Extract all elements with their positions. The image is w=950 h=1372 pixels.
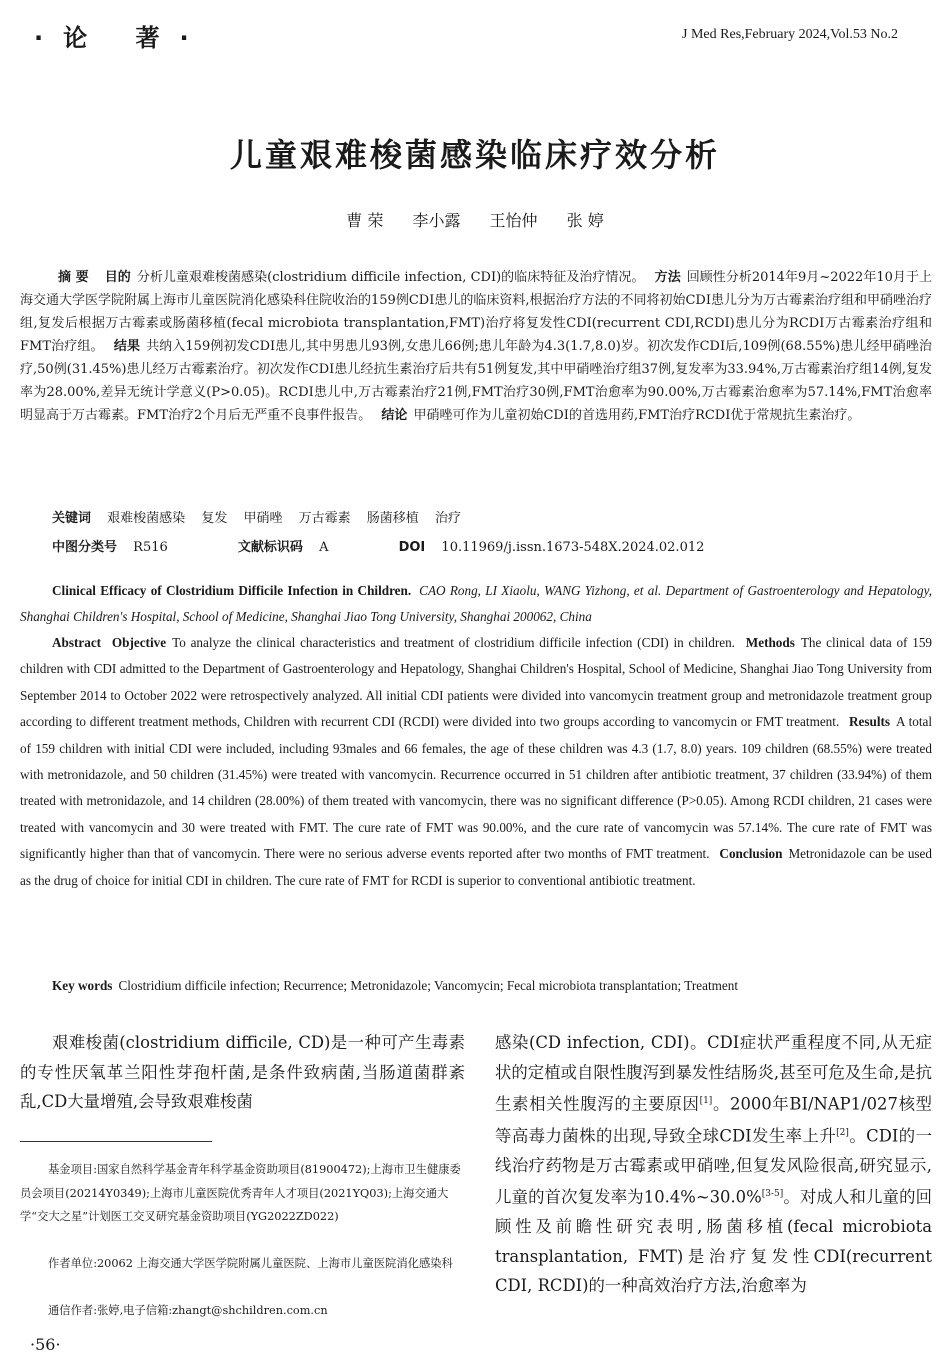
- article-title: 儿童艰难梭菌感染临床疗效分析: [229, 136, 720, 174]
- citation-ref: [3-5]: [761, 1189, 784, 1200]
- results-text: 共纳入159例初发CDI患儿,其中男患儿93例,女患儿66例;患儿年龄为4.3(1.7,8.0)岁。初次发作CDI后,109例(68.55%)患儿经甲硝唑治疗,50例(31.45%)患儿经万古霉素治疗。初次发作CDI患儿经抗生素治疗后共有51例复发,其中甲硝唑治疗组37例,复发率为33.94%,万古霉素治疗组14例,复发率为28.00%,差异无统计学意义(P>0.05)。RCDI患儿中,万古霉素治疗21例,FMT治疗30例,FMT治愈率为90.00%,万古霉素治愈率为57.14%,FMT治愈率明显高于万古霉素。FMT治疗2个月后无严重不良事件报告。: [20, 339, 932, 423]
- abstract-label: 摘 要: [58, 270, 89, 285]
- results-label: 结果: [113, 339, 141, 354]
- doc-code-value: A: [319, 540, 329, 555]
- english-affiliation: CAO Rong, LI Xiaolu, WANG Yizhong, et al. Department of Gastroenterology and Hepatology, Shanghai Children's Hospital, School of Medicine, Shanghai Jiao Tong University, Shanghai 200062, China: [20, 583, 932, 625]
- journal-citation: J Med Res,February 2024,Vol.53 No.2: [682, 27, 898, 42]
- doc-code-label: 文献标识码: [237, 540, 303, 555]
- footnote-correspondence: 通信作者:张婷,电子信箱:zhangt@shchildren.com.cn: [48, 1304, 328, 1317]
- keyword: 肠菌移植: [366, 511, 419, 526]
- author-list: [0, 208, 950, 231]
- keyword: 治疗: [434, 511, 461, 526]
- abstract-cn: [20, 266, 932, 427]
- conclusion-label: 结论: [381, 408, 408, 423]
- keyword: 艰难梭菌感染: [107, 511, 186, 526]
- page-number: ·56·: [30, 1335, 61, 1354]
- citation-ref: [1]: [699, 1096, 713, 1106]
- footnote-divider: [20, 1141, 212, 1142]
- footnote-affiliation: 作者单位:20062 上海交通大学医学院附属儿童医院、上海市儿童医院消化感染科: [48, 1257, 453, 1270]
- doi-label: DOI: [398, 540, 426, 555]
- objective-label: 目的: [104, 270, 131, 285]
- methods-en-label: Methods: [745, 635, 795, 650]
- section-tag: ·论 著·: [34, 24, 209, 52]
- keywords-en: [20, 973, 932, 999]
- body-text: 。2000年BI/NAP1/027核型等高毒力菌株的出现,导致全球CDI发生率上升: [495, 1094, 933, 1146]
- results-en-text: A total of 159 children with initial CDI were included, including 93males and 66 females, the age of these children was 4.3 (1.7, 8.0) years. 109 children (68.55%) were treated with metronidazole, and 50 children (31.45%) were treated with vancomycin. Recurrence occurred in 51 children after antibiotic treatment, 37 children (33.94%) of them treated with metronidazole, and 14 children (28.00%) of them treated with vancomycin, there was no significant difference (P>0.05). Among RCDI children, 21 cases were treated with vancomycin and 30 were treated with FMT. The cure rate of FMT was 90.00%, and the cure rate of vancomycin was 57.14%. The cure rate of FMT was significantly higher than that of vancomycin. There were no serious adverse events reported after two months of FMT treatment.: [20, 714, 933, 862]
- keywords-en-label: Key words: [52, 978, 113, 993]
- clc-value: R516: [133, 540, 168, 555]
- keywords-cn: [52, 507, 473, 526]
- conclusion-en-text: Metronidazole can be used as the drug of choice for initial CDI in children. The cure rate of FMT for RCDI is superior to conventional antibiotic treatment.: [20, 846, 932, 888]
- clc-label: 中图分类号: [52, 540, 118, 555]
- body-text: 。CDI的一线治疗药物是万古霉素或甲硝唑,但复发风险很高,研究显示,儿童的首次复发率为10.4%~30.0%: [495, 1126, 932, 1207]
- body-text: 。对成人和儿童的回顾性及前瞻性研究表明,肠菌移植(fecal microbiota transplantation, FMT)是治疗复发性CDI(recurrent CDI, RCDI)的一种高效治疗方法,治愈率为: [495, 1187, 933, 1296]
- author: 李小露: [412, 211, 461, 230]
- abstract-en-label: Abstract: [52, 635, 102, 650]
- body-right-column: [495, 1028, 932, 1301]
- body-text: 感染(CD infection, CDI)。CDI症状严重程度不同,从无症状的定植或自限性腹泻到暴发性结肠炎,甚至可危及生命,是抗生素相关性腹泻的主要原因: [495, 1033, 932, 1114]
- keywords-en-text: Clostridium difficile infection; Recurrence; Metronidazole; Vancomycin; Fecal microbiota transplantation; Treatment: [118, 978, 738, 993]
- english-title: Clinical Efficacy of Clostridium Difficile Infection in Children.: [52, 583, 412, 598]
- methods-en-text: The clinical data of 159 children with CDI admitted to the Department of Gastroenterology and Hepatology, Shanghai Children's Hospital, School of Medicine, Shanghai Jiao Tong University from September 2014 to October 2022 were retrospectively analyzed. All initial CDI patients were divided into vancomycin treatment group and metronidazole treatment group according to different treatment methods, Children with recurrent CDI (RCDI) were divided into two groups according to vancomycin or FMT treatment.: [20, 635, 933, 730]
- author: 张 婷: [566, 211, 604, 230]
- objective-en-label: Objective: [111, 635, 167, 650]
- conclusion-en-label: Conclusion: [719, 846, 783, 862]
- conclusion-text: 甲硝唑可作为儿童初始CDI的首选用药,FMT治疗RCDI优于常规抗生素治疗。: [413, 408, 861, 423]
- methods-label: 方法: [654, 270, 681, 285]
- abstract-en: [20, 630, 932, 894]
- keyword: 甲硝唑: [243, 511, 283, 526]
- footnote-funding: 基金项目:国家自然科学基金青年科学基金资助项目(81900472);上海市卫生健康委员会项目(20214Y0349);上海市儿童医院优秀青年人才项目(2021YQ03);上海交通大学“交大之星”计划医工交叉研究基金资助项目(YG2022ZD022): [20, 1163, 461, 1223]
- classification-row: [52, 536, 716, 555]
- results-en-label: Results: [849, 714, 891, 730]
- keyword: 复发: [201, 511, 228, 526]
- keywords-label: 关键词: [52, 511, 92, 526]
- objective-en-text: To analyze the clinical characteristics and treatment of clostridium difficile infection (CDI) in children.: [172, 635, 735, 650]
- keyword: 万古霉素: [298, 511, 351, 526]
- author: 王怡仲: [489, 211, 538, 230]
- doi-value: 10.11969/j.issn.1673-548X.2024.02.012: [441, 540, 705, 555]
- body-left-column: 艰难梭菌(clostridium difficile, CD)是一种可产生毒素的专性厌氧革兰阳性芽孢杆菌,是条件致病菌,当肠道菌群紊乱,CD大量增殖,会导致艰难梭菌: [20, 1033, 465, 1111]
- objective-text: 分析儿童艰难梭菌感染(clostridium difficile infection, CDI)的临床特征及治疗情况。: [136, 270, 645, 285]
- author: 曹 荣: [346, 211, 384, 230]
- english-title-block: [20, 578, 932, 631]
- citation-ref: [2]: [836, 1127, 849, 1138]
- methods-text: 回顾性分析2014年9月~2022年10月于上海交通大学医学院附属上海市儿童医院消化感染科住院收治的159例CDI患儿的临床资料,根据治疗方法的不同将初始CDI患儿分为万古霉素治疗组和甲硝唑治疗组,复发后根据万古霉素或肠菌移植(fecal microbiota transplantation,FMT)治疗将复发性CDI(recurrent CDI,RCDI)患儿分为RCDI万古霉素治疗组和FMT治疗组。: [20, 270, 932, 354]
